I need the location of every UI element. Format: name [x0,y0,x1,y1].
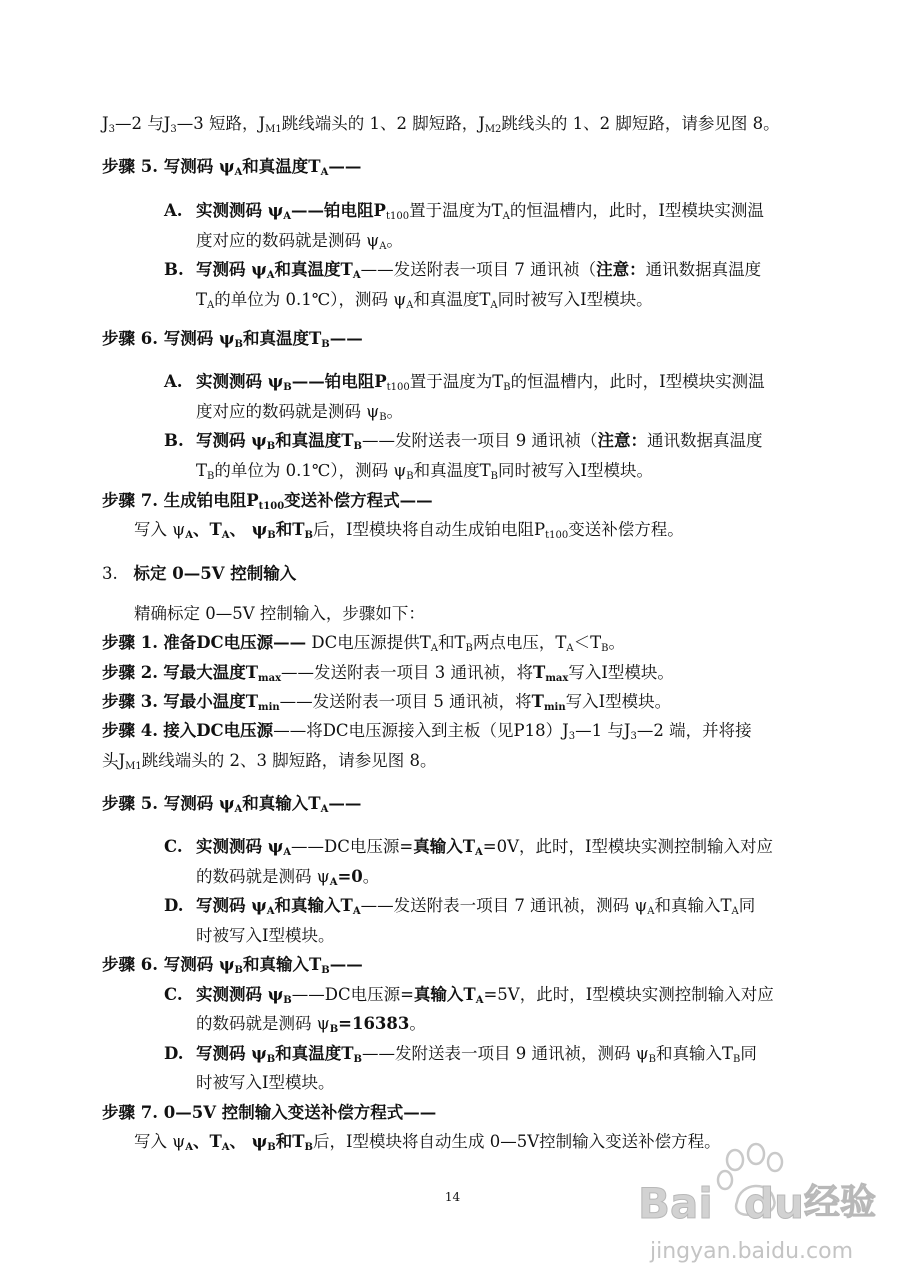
sec3-step5-c-line1: C. 实测测码 $\psi_A——DC$电压源=真输入$T_A=0V$，此时，I型模块实测控制输入对应 [164,837,774,858]
sec2-step5-b-line2: $T_A$的单位为 0.1℃），测码 $\psi_A$和真温度$T_A$同时被写入I型模块。 [196,290,653,311]
watermark-brand-tail: du [744,1179,804,1228]
watermark-brand: Bai [638,1179,713,1228]
watermark-url: jingyan.baidu.com [650,1239,854,1264]
sec3-intro: 精确标定 0—5V 控制输入，步骤如下： [134,604,425,623]
sec2-step7-heading: 步骤 7. 生成铂电阻$P_{t100}$变送补偿方程式—— [102,491,433,512]
intro-line: $J_3—2$ 与$J_3—3$ 短路，$J_{M1}$跳线端头的 1、2 脚短路，$J_{M2}$跳线头的 1、2 脚短路，请参见图 8。 [102,114,780,135]
sec2-step5-a-line2: 度对应的数码就是测码 $\psi_A$。 [196,231,403,252]
sec3-step5-d-line1: D. 写测码 $\psi_A$和真输入$T_A——$发送附表一项目 7 通讯祯，测码 $\psi_A$和真输入$T_A$同 [164,896,756,917]
sec2-step6-b-line2: $T_B$的单位为 0.1℃），测码 $\psi_B$和真温度$T_B$同时被写入I型模块。 [196,461,654,482]
sec3-step5-c-line2: 的数码就是测码 $\psi_A=0$。 [196,867,380,888]
sec3-step6-d-line2: 时被写入I型模块。 [196,1073,335,1092]
sec3-step7-body: 写入 $\psi_A$、$T_A$、 $\psi_B$和$T_B$后，I型模块将自动生成 0—5V控制输入变送补偿方程。 [134,1132,721,1153]
page-number: 14 [444,1190,461,1204]
sec3-step1: 步骤 1. 准备DC电压源—— DC电压源提供$T_A$和$T_B$两点电压，$T_A<T_B$。 [102,633,626,654]
baidu-jingyan-watermark [632,1140,894,1270]
sec3-step2: 步骤 2. 写最大温度$T_{max}——$发送附表一项目 3 通讯祯，将$T_{max}$写入I型模块。 [102,663,674,684]
sec3-step6-d-line1: D. 写测码 $\psi_B$和真温度$T_B——$发附送表一项目 9 通讯祯，测码 $\psi_B$和真输入$T_B$同 [164,1044,757,1065]
sec2-step5-heading: 步骤 5. 写测码 $\psi_A$和真温度$T_A——$ [102,157,362,178]
sec3-step3: 步骤 3. 写最小温度$T_{min}——$发送附表一项目 5 通讯祯，将$T_{min}$写入I型模块。 [102,692,672,713]
sec3-step6-c-line1: C. 实测测码 $\psi_B——DC$电压源=真输入$T_A=5V$，此时，I型模块实测控制输入对应 [164,985,774,1006]
sec3-step7-heading: 步骤 7. 0—5V 控制输入变送补偿方程式—— [102,1103,437,1122]
sec2-step5-a-line1: A. 实测测码 $\psi_A——$铂电阻$P_{t100}$置于温度为$T_A$的恒温槽内，此时，I型模块实测温 [164,201,764,222]
watermark-brand-cn: 经验 [804,1182,877,1223]
sec2-step6-heading: 步骤 6. 写测码 $\psi_B$和真温度$T_B——$ [102,329,363,350]
sec2-step7-body: 写入 $\psi_A$、$T_A$、 $\psi_B$和$T_B$后，I型模块将自动生成铂电阻$P_{t100}$变送补偿方程。 [134,520,684,541]
sec3-step6-c-line2: 的数码就是测码 $\psi_B=16383$。 [196,1014,426,1035]
sec2-step6-a-line1: A. 实测测码 $\psi_B——$铂电阻$P_{t100}$置于温度为$T_B$的恒温槽内，此时，I型模块实测温 [164,372,765,393]
sec3-step5-heading: 步骤 5. 写测码 $\psi_A$和真输入$T_A——$ [102,794,362,815]
sec2-step6-b-line1: B. 写测码 $\psi_B$和真温度$T_B——$发附送表一项目 9 通讯祯（注意：通讯数据真温度 [164,431,763,452]
sec2-step6-a-line2: 度对应的数码就是测码 $\psi_B$。 [196,402,404,423]
sec3-step5-d-line2: 时被写入I型模块。 [196,926,335,945]
sec3-step4-line1: 步骤 4. 接入DC电压源——将DC电压源接入到主板（见$P18)J_3—1$ 与$J_3—2$ 端，并将接 [102,721,752,742]
sec3-title: 3. 标定 0—5V 控制输入 [102,564,297,583]
sec3-step4-line2: 头$J_{M1}$跳线端头的 2、3 脚短路，请参见图 8。 [102,751,437,772]
sec3-step6-heading: 步骤 6. 写测码 $\psi_B$和真输入$T_B——$ [102,955,363,976]
sec2-step5-b-line1: B. 写测码 $\psi_A$和真温度$T_A——$发送附表一项目 7 通讯祯（注意：通讯数据真温度 [164,260,762,281]
